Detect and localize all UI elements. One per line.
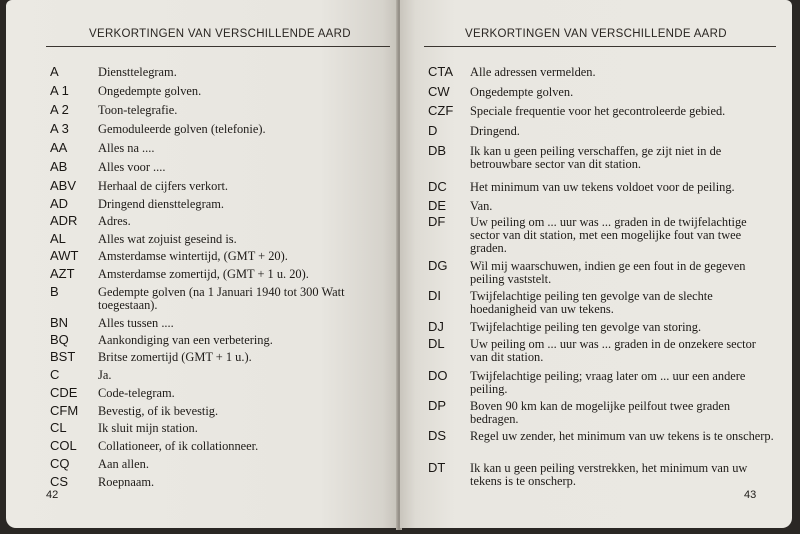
definition: Speciale frequentie voor het gecontroleerde gebied. — [470, 104, 726, 118]
abbreviation: AZT — [50, 266, 75, 281]
abbreviation: BST — [50, 349, 76, 364]
abbreviation: A 3 — [50, 121, 69, 136]
abbreviation: DE — [428, 198, 447, 213]
abbreviation: CFM — [50, 403, 79, 418]
abbreviation: DF — [428, 214, 446, 229]
abbreviation: A — [50, 64, 59, 79]
definition: Ongedempte golven. — [470, 85, 574, 99]
definition: Collationeer, of ik collationneer. — [98, 439, 259, 453]
definition: Alles tussen .... — [98, 316, 174, 330]
definition: Alles voor .... — [98, 160, 166, 174]
definition: Ik kan u geen peiling verstrekken, het minimum van uw tekens is te onscherp. — [470, 461, 748, 488]
abbreviation: DJ — [428, 319, 444, 334]
definition: Regel uw zender, het minimum van uw tekens is te onscherp. — [470, 429, 774, 443]
definition: Uw peiling om ... uur was ... graden in de twijfelachtige sector van dit station, met een mogelijke fout van twee graden. — [470, 215, 747, 255]
abbreviation: AB — [50, 159, 68, 174]
abbreviation: CZF — [428, 103, 454, 118]
definition: Bevestig, of ik bevestig. — [98, 404, 219, 418]
definition: Wil mij waarschuwen, indien ge een fout in de gegeven peiling vaststelt. — [470, 259, 746, 286]
abbreviation: C — [50, 367, 60, 382]
definition: Twijfelachtige peiling ten gevolge van de slechte hoedanigheid van uw tekens. — [470, 289, 713, 316]
abbreviation: CS — [50, 474, 69, 489]
definition: Toon-telegrafie. — [98, 103, 178, 117]
definition: Dringend. — [470, 124, 520, 138]
abbreviation: ADR — [50, 213, 78, 228]
abbreviation: CDE — [50, 385, 78, 400]
definition: Dringend diensttelegram. — [98, 197, 224, 211]
abbreviation: AWT — [50, 248, 79, 263]
abbreviation-list — [400, 0, 792, 528]
abbreviation: CTA — [428, 64, 454, 79]
right-page — [400, 0, 792, 528]
abbreviation: BQ — [50, 332, 69, 347]
definition: Uw peiling om ... uur was ... graden in de onzekere sector van dit station. — [470, 337, 756, 364]
definition: Gedempte golven (na 1 Januari 1940 tot 300 Watt toegestaan). — [98, 285, 345, 312]
definition: Ongedempte golven. — [98, 84, 202, 98]
abbreviation: A 1 — [50, 83, 69, 98]
abbreviation: CL — [50, 420, 67, 435]
abbreviation: CW — [428, 84, 450, 99]
abbreviation: A 2 — [50, 102, 69, 117]
definition: Amsterdamse zomertijd, (GMT + 1 u. 20). — [98, 267, 309, 281]
abbreviation: B — [50, 284, 59, 299]
abbreviation: D — [428, 123, 438, 138]
abbreviation: DC — [428, 179, 447, 194]
page-number: 42 — [46, 489, 59, 501]
abbreviation: DT — [428, 460, 446, 475]
abbreviation-list — [6, 0, 398, 528]
abbreviation: AD — [50, 196, 69, 211]
definition: Het minimum van uw tekens voldoet voor de peiling. — [470, 180, 735, 194]
abbreviation: BN — [50, 315, 69, 330]
abbreviation: DS — [428, 428, 447, 443]
left-page — [6, 0, 398, 528]
definition: Boven 90 km kan de mogelijke peilfout twee graden bedragen. — [470, 399, 731, 426]
abbreviation: AL — [50, 231, 66, 246]
abbreviation: ABV — [50, 178, 77, 193]
page-header: VERKORTINGEN VAN VERSCHILLENDE AARD — [465, 28, 727, 40]
definition: Ja. — [98, 368, 112, 382]
abbreviation: CQ — [50, 456, 70, 471]
definition: Twijfelachtige peiling ten gevolge van storing. — [470, 320, 702, 334]
definition: Diensttelegram. — [98, 65, 177, 79]
definition: Alles na .... — [98, 141, 155, 155]
definition: Amsterdamse wintertijd, (GMT + 20). — [98, 249, 288, 263]
definition: Alle adressen vermelden. — [470, 65, 596, 79]
definition: Aan allen. — [98, 457, 149, 471]
definition: Roepnaam. — [98, 475, 155, 489]
abbreviation: DP — [428, 398, 447, 413]
definition: Aankondiging van een verbetering. — [98, 333, 273, 347]
page-number: 43 — [744, 489, 757, 501]
abbreviation: DO — [428, 368, 448, 383]
abbreviation: DG — [428, 258, 448, 273]
definition: Gemoduleerde golven (telefonie). — [98, 122, 266, 136]
abbreviation: DI — [428, 288, 441, 303]
definition: Ik sluit mijn station. — [98, 421, 198, 435]
definition: Adres. — [98, 214, 131, 228]
abbreviation: DB — [428, 143, 447, 158]
definition: Twijfelachtige peiling; vraag later om ... uur een andere peiling. — [470, 369, 746, 396]
definition: Van. — [470, 199, 493, 213]
definition: Ik kan u geen peiling verschaffen, ge zijt niet in de betrouwbare sector van dit station. — [470, 144, 722, 171]
abbreviation: AA — [50, 140, 68, 155]
definition: Code-telegram. — [98, 386, 175, 400]
definition: Britse zomertijd (GMT + 1 u.). — [98, 350, 252, 364]
page-header: VERKORTINGEN VAN VERSCHILLENDE AARD — [89, 28, 351, 40]
definition: Alles wat zojuist geseind is. — [98, 232, 237, 246]
definition: Herhaal de cijfers verkort. — [98, 179, 229, 193]
abbreviation: COL — [50, 438, 77, 453]
abbreviation: DL — [428, 336, 445, 351]
